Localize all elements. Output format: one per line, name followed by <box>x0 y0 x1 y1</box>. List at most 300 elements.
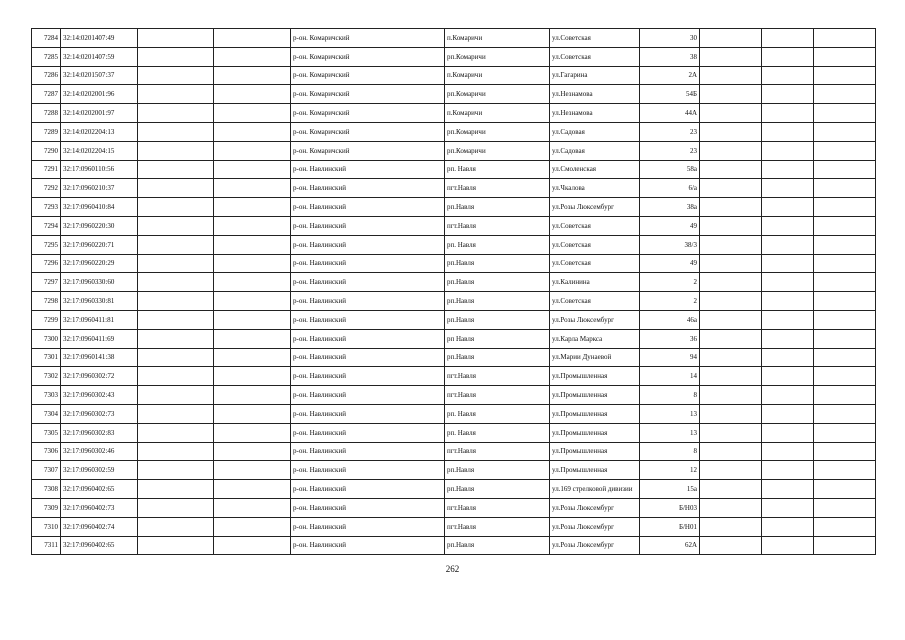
empty-cell <box>138 29 214 48</box>
empty-cell <box>138 66 214 85</box>
empty-cell <box>214 310 291 329</box>
street-cell: ул.Розы Люксембург <box>550 536 640 555</box>
empty-cell <box>814 367 876 386</box>
table-row <box>32 348 876 367</box>
empty-cell <box>700 310 762 329</box>
empty-cell <box>214 254 291 273</box>
empty-cell <box>214 66 291 85</box>
district-cell: р-он. Комаричский <box>291 104 445 123</box>
row-number-cell: 7311 <box>32 536 61 555</box>
empty-cell <box>762 198 814 217</box>
empty-cell <box>214 235 291 254</box>
cadastral-number-cell: 32:17:0960330:81 <box>61 292 138 311</box>
empty-cell <box>138 254 214 273</box>
cadastral-number-cell: 32:17:0960402:74 <box>61 517 138 536</box>
district-cell: р-он. Навлинский <box>291 216 445 235</box>
street-cell: ул.Промышленная <box>550 442 640 461</box>
empty-cell <box>138 386 214 405</box>
empty-cell <box>700 461 762 480</box>
empty-cell <box>700 66 762 85</box>
table-row <box>32 480 876 499</box>
empty-cell <box>762 404 814 423</box>
house-number-cell: 13 <box>640 423 700 442</box>
empty-cell <box>762 122 814 141</box>
street-cell: ул.Промышленная <box>550 461 640 480</box>
house-number-cell: 49 <box>640 216 700 235</box>
empty-cell <box>214 404 291 423</box>
table-row <box>32 179 876 198</box>
table-row <box>32 160 876 179</box>
empty-cell <box>700 273 762 292</box>
table-row <box>32 517 876 536</box>
settlement-cell: рп. Навля <box>445 235 550 254</box>
empty-cell <box>762 310 814 329</box>
settlement-cell: рп.Навля <box>445 198 550 217</box>
row-number-cell: 7309 <box>32 498 61 517</box>
property-register-table <box>31 28 876 555</box>
district-cell: р-он. Комаричский <box>291 85 445 104</box>
street-cell: ул.169 стрелковой дивизии <box>550 480 640 499</box>
empty-cell <box>214 141 291 160</box>
empty-cell <box>700 179 762 198</box>
empty-cell <box>700 235 762 254</box>
empty-cell <box>138 461 214 480</box>
street-cell: ул.Незнамова <box>550 104 640 123</box>
empty-cell <box>762 141 814 160</box>
empty-cell <box>700 480 762 499</box>
settlement-cell: п.Комаричи <box>445 66 550 85</box>
empty-cell <box>814 404 876 423</box>
street-cell: ул.Советская <box>550 254 640 273</box>
empty-cell <box>214 216 291 235</box>
row-number-cell: 7301 <box>32 348 61 367</box>
empty-cell <box>700 104 762 123</box>
empty-cell <box>762 423 814 442</box>
street-cell: ул.Промышленная <box>550 404 640 423</box>
empty-cell <box>762 216 814 235</box>
settlement-cell: рп. Навля <box>445 404 550 423</box>
district-cell: р-он. Навлинский <box>291 367 445 386</box>
settlement-cell: рп.Навля <box>445 273 550 292</box>
house-number-cell: 38/3 <box>640 235 700 254</box>
row-number-cell: 7295 <box>32 235 61 254</box>
empty-cell <box>214 480 291 499</box>
empty-cell <box>138 536 214 555</box>
row-number-cell: 7303 <box>32 386 61 405</box>
empty-cell <box>138 47 214 66</box>
cadastral-number-cell: 32:14:0202001:96 <box>61 85 138 104</box>
empty-cell <box>700 498 762 517</box>
empty-cell <box>814 517 876 536</box>
district-cell: р-он. Навлинский <box>291 498 445 517</box>
empty-cell <box>762 179 814 198</box>
empty-cell <box>814 442 876 461</box>
empty-cell <box>138 329 214 348</box>
empty-cell <box>814 216 876 235</box>
empty-cell <box>762 461 814 480</box>
empty-cell <box>762 536 814 555</box>
empty-cell <box>700 254 762 273</box>
house-number-cell: 2 <box>640 292 700 311</box>
house-number-cell: 12 <box>640 461 700 480</box>
empty-cell <box>762 273 814 292</box>
row-number-cell: 7307 <box>32 461 61 480</box>
table-row <box>32 423 876 442</box>
table-row <box>32 122 876 141</box>
empty-cell <box>700 47 762 66</box>
empty-cell <box>814 104 876 123</box>
cadastral-number-cell: 32:14:0201407:59 <box>61 47 138 66</box>
house-number-cell: 38 <box>640 47 700 66</box>
empty-cell <box>814 179 876 198</box>
cadastral-number-cell: 32:17:0960302:73 <box>61 404 138 423</box>
empty-cell <box>814 386 876 405</box>
empty-cell <box>700 216 762 235</box>
settlement-cell: пгт.Навля <box>445 216 550 235</box>
empty-cell <box>138 517 214 536</box>
row-number-cell: 7296 <box>32 254 61 273</box>
settlement-cell: пгт.Навля <box>445 386 550 405</box>
street-cell: ул.Карла Маркса <box>550 329 640 348</box>
empty-cell <box>138 310 214 329</box>
row-number-cell: 7287 <box>32 85 61 104</box>
street-cell: ул.Советская <box>550 47 640 66</box>
settlement-cell: пгт.Навля <box>445 517 550 536</box>
table-row <box>32 141 876 160</box>
house-number-cell: 2 <box>640 273 700 292</box>
district-cell: р-он. Навлинский <box>291 536 445 555</box>
house-number-cell: 58а <box>640 160 700 179</box>
cadastral-number-cell: 32:17:0960302:46 <box>61 442 138 461</box>
house-number-cell: 94 <box>640 348 700 367</box>
empty-cell <box>214 517 291 536</box>
row-number-cell: 7299 <box>32 310 61 329</box>
empty-cell <box>214 329 291 348</box>
empty-cell <box>138 179 214 198</box>
row-number-cell: 7289 <box>32 122 61 141</box>
row-number-cell: 7300 <box>32 329 61 348</box>
house-number-cell: Б/Н03 <box>640 498 700 517</box>
empty-cell <box>762 235 814 254</box>
cadastral-number-cell: 32:14:0202001:97 <box>61 104 138 123</box>
empty-cell <box>814 423 876 442</box>
empty-cell <box>762 47 814 66</box>
empty-cell <box>762 85 814 104</box>
district-cell: р-он. Навлинский <box>291 329 445 348</box>
empty-cell <box>138 442 214 461</box>
street-cell: ул.Промышленная <box>550 423 640 442</box>
settlement-cell: рп. Навля <box>445 160 550 179</box>
empty-cell <box>138 404 214 423</box>
empty-cell <box>214 536 291 555</box>
street-cell: ул.Советская <box>550 235 640 254</box>
table-row <box>32 235 876 254</box>
district-cell: р-он. Навлинский <box>291 179 445 198</box>
settlement-cell: рп.Комаричи <box>445 47 550 66</box>
empty-cell <box>762 348 814 367</box>
row-number-cell: 7291 <box>32 160 61 179</box>
street-cell: ул.Советская <box>550 216 640 235</box>
street-cell: ул.Гагарина <box>550 66 640 85</box>
empty-cell <box>700 423 762 442</box>
empty-cell <box>700 122 762 141</box>
table-row <box>32 292 876 311</box>
empty-cell <box>814 141 876 160</box>
table-row <box>32 329 876 348</box>
cadastral-number-cell: 32:17:0960411:81 <box>61 310 138 329</box>
table-row <box>32 66 876 85</box>
settlement-cell: рп.Навля <box>445 348 550 367</box>
district-cell: р-он. Навлинский <box>291 310 445 329</box>
empty-cell <box>138 367 214 386</box>
row-number-cell: 7285 <box>32 47 61 66</box>
empty-cell <box>214 461 291 480</box>
empty-cell <box>700 85 762 104</box>
street-cell: ул.Промышленная <box>550 386 640 405</box>
empty-cell <box>138 498 214 517</box>
row-number-cell: 7310 <box>32 517 61 536</box>
empty-cell <box>814 47 876 66</box>
table-row <box>32 198 876 217</box>
district-cell: р-он. Навлинский <box>291 254 445 273</box>
district-cell: р-он. Навлинский <box>291 292 445 311</box>
settlement-cell: рп.Навля <box>445 480 550 499</box>
house-number-cell: Б/Н01 <box>640 517 700 536</box>
empty-cell <box>762 254 814 273</box>
table-row <box>32 386 876 405</box>
empty-cell <box>814 329 876 348</box>
empty-cell <box>214 498 291 517</box>
empty-cell <box>214 386 291 405</box>
cadastral-number-cell: 32:17:0960220:30 <box>61 216 138 235</box>
cadastral-number-cell: 32:14:0201407:49 <box>61 29 138 48</box>
table-row <box>32 310 876 329</box>
empty-cell <box>814 461 876 480</box>
page-number: 262 <box>445 564 460 574</box>
street-cell: ул.Розы Люксембург <box>550 498 640 517</box>
empty-cell <box>814 536 876 555</box>
street-cell: ул.Незнамова <box>550 85 640 104</box>
empty-cell <box>138 104 214 123</box>
house-number-cell: 49 <box>640 254 700 273</box>
house-number-cell: 14 <box>640 367 700 386</box>
settlement-cell: п.Комаричи <box>445 29 550 48</box>
empty-cell <box>214 160 291 179</box>
empty-cell <box>700 160 762 179</box>
empty-cell <box>762 160 814 179</box>
empty-cell <box>762 498 814 517</box>
row-number-cell: 7308 <box>32 480 61 499</box>
cadastral-number-cell: 32:17:0960220:29 <box>61 254 138 273</box>
empty-cell <box>762 442 814 461</box>
empty-cell <box>700 198 762 217</box>
house-number-cell: 44А <box>640 104 700 123</box>
table-row <box>32 536 876 555</box>
empty-cell <box>814 498 876 517</box>
table-row <box>32 273 876 292</box>
house-number-cell: 23 <box>640 141 700 160</box>
house-number-cell: 23 <box>640 122 700 141</box>
table-row <box>32 47 876 66</box>
settlement-cell: рп.Навля <box>445 310 550 329</box>
empty-cell <box>814 310 876 329</box>
cadastral-number-cell: 32:14:0202204:13 <box>61 122 138 141</box>
empty-cell <box>814 198 876 217</box>
empty-cell <box>762 480 814 499</box>
district-cell: р-он. Навлинский <box>291 517 445 536</box>
house-number-cell: 30 <box>640 29 700 48</box>
empty-cell <box>700 348 762 367</box>
row-number-cell: 7284 <box>32 29 61 48</box>
table-row <box>32 404 876 423</box>
table-row <box>32 104 876 123</box>
empty-cell <box>700 386 762 405</box>
empty-cell <box>814 273 876 292</box>
empty-cell <box>814 122 876 141</box>
cadastral-number-cell: 32:17:0960330:60 <box>61 273 138 292</box>
empty-cell <box>700 517 762 536</box>
empty-cell <box>700 367 762 386</box>
cadastral-number-cell: 32:17:0960302:72 <box>61 367 138 386</box>
empty-cell <box>214 442 291 461</box>
settlement-cell: п.Комаричи <box>445 104 550 123</box>
district-cell: р-он. Навлинский <box>291 160 445 179</box>
cadastral-number-cell: 32:17:0960411:69 <box>61 329 138 348</box>
house-number-cell: 8 <box>640 386 700 405</box>
empty-cell <box>814 66 876 85</box>
empty-cell <box>762 329 814 348</box>
empty-cell <box>700 141 762 160</box>
district-cell: р-он. Комаричский <box>291 66 445 85</box>
settlement-cell: рп.Навля <box>445 461 550 480</box>
street-cell: ул.Розы Люксембург <box>550 198 640 217</box>
cadastral-number-cell: 32:17:0960210:37 <box>61 179 138 198</box>
street-cell: ул.Розы Люксембург <box>550 310 640 329</box>
empty-cell <box>214 367 291 386</box>
row-number-cell: 7294 <box>32 216 61 235</box>
settlement-cell: пгт.Навля <box>445 442 550 461</box>
district-cell: р-он. Навлинский <box>291 198 445 217</box>
empty-cell <box>814 480 876 499</box>
empty-cell <box>138 141 214 160</box>
cadastral-number-cell: 32:17:0960302:43 <box>61 386 138 405</box>
row-number-cell: 7305 <box>32 423 61 442</box>
empty-cell <box>700 29 762 48</box>
row-number-cell: 7306 <box>32 442 61 461</box>
table-row <box>32 85 876 104</box>
empty-cell <box>762 386 814 405</box>
house-number-cell: 46а <box>640 310 700 329</box>
empty-cell <box>138 85 214 104</box>
district-cell: р-он. Навлинский <box>291 386 445 405</box>
table-row <box>32 461 876 480</box>
empty-cell <box>762 292 814 311</box>
empty-cell <box>138 160 214 179</box>
row-number-cell: 7288 <box>32 104 61 123</box>
cadastral-number-cell: 32:17:0960302:59 <box>61 461 138 480</box>
district-cell: р-он. Навлинский <box>291 423 445 442</box>
settlement-cell: рп.Навля <box>445 536 550 555</box>
empty-cell <box>214 292 291 311</box>
district-cell: р-он. Комаричский <box>291 141 445 160</box>
empty-cell <box>762 367 814 386</box>
cadastral-number-cell: 32:17:0960302:83 <box>61 423 138 442</box>
empty-cell <box>214 47 291 66</box>
empty-cell <box>762 29 814 48</box>
street-cell: ул.Розы Люксембург <box>550 517 640 536</box>
empty-cell <box>138 122 214 141</box>
row-number-cell: 7304 <box>32 404 61 423</box>
empty-cell <box>762 104 814 123</box>
settlement-cell: пгт.Навля <box>445 498 550 517</box>
settlement-cell: рп.Навля <box>445 254 550 273</box>
district-cell: р-он. Навлинский <box>291 480 445 499</box>
empty-cell <box>138 235 214 254</box>
district-cell: р-он. Навлинский <box>291 235 445 254</box>
cadastral-number-cell: 32:17:0960402:73 <box>61 498 138 517</box>
empty-cell <box>214 348 291 367</box>
row-number-cell: 7298 <box>32 292 61 311</box>
cadastral-number-cell: 32:14:0202204:15 <box>61 141 138 160</box>
empty-cell <box>814 348 876 367</box>
empty-cell <box>214 273 291 292</box>
empty-cell <box>138 198 214 217</box>
street-cell: ул.Калинина <box>550 273 640 292</box>
row-number-cell: 7290 <box>32 141 61 160</box>
empty-cell <box>138 273 214 292</box>
house-number-cell: 15а <box>640 480 700 499</box>
district-cell: р-он. Комаричский <box>291 47 445 66</box>
settlement-cell: рп Навля <box>445 329 550 348</box>
cadastral-number-cell: 32:17:0960110:56 <box>61 160 138 179</box>
row-number-cell: 7292 <box>32 179 61 198</box>
empty-cell <box>138 216 214 235</box>
cadastral-number-cell: 32:17:0960220:71 <box>61 235 138 254</box>
settlement-cell: рп. Навля <box>445 423 550 442</box>
street-cell: ул.Советская <box>550 292 640 311</box>
empty-cell <box>762 66 814 85</box>
empty-cell <box>214 179 291 198</box>
empty-cell <box>762 517 814 536</box>
street-cell: ул.Советская <box>550 29 640 48</box>
district-cell: р-он. Навлинский <box>291 348 445 367</box>
district-cell: р-он. Навлинский <box>291 461 445 480</box>
empty-cell <box>214 29 291 48</box>
empty-cell <box>814 235 876 254</box>
empty-cell <box>138 292 214 311</box>
street-cell: ул.Марии Дунаевой <box>550 348 640 367</box>
empty-cell <box>138 423 214 442</box>
cadastral-number-cell: 32:17:0960410:84 <box>61 198 138 217</box>
house-number-cell: 38а <box>640 198 700 217</box>
house-number-cell: 6/а <box>640 179 700 198</box>
empty-cell <box>700 292 762 311</box>
empty-cell <box>214 85 291 104</box>
house-number-cell: 2А <box>640 66 700 85</box>
table-row <box>32 442 876 461</box>
empty-cell <box>214 122 291 141</box>
row-number-cell: 7293 <box>32 198 61 217</box>
house-number-cell: 36 <box>640 329 700 348</box>
empty-cell <box>214 198 291 217</box>
empty-cell <box>814 29 876 48</box>
cadastral-number-cell: 32:14:0201507:37 <box>61 66 138 85</box>
empty-cell <box>700 442 762 461</box>
district-cell: р-он. Навлинский <box>291 442 445 461</box>
table-row <box>32 216 876 235</box>
empty-cell <box>814 292 876 311</box>
empty-cell <box>138 480 214 499</box>
